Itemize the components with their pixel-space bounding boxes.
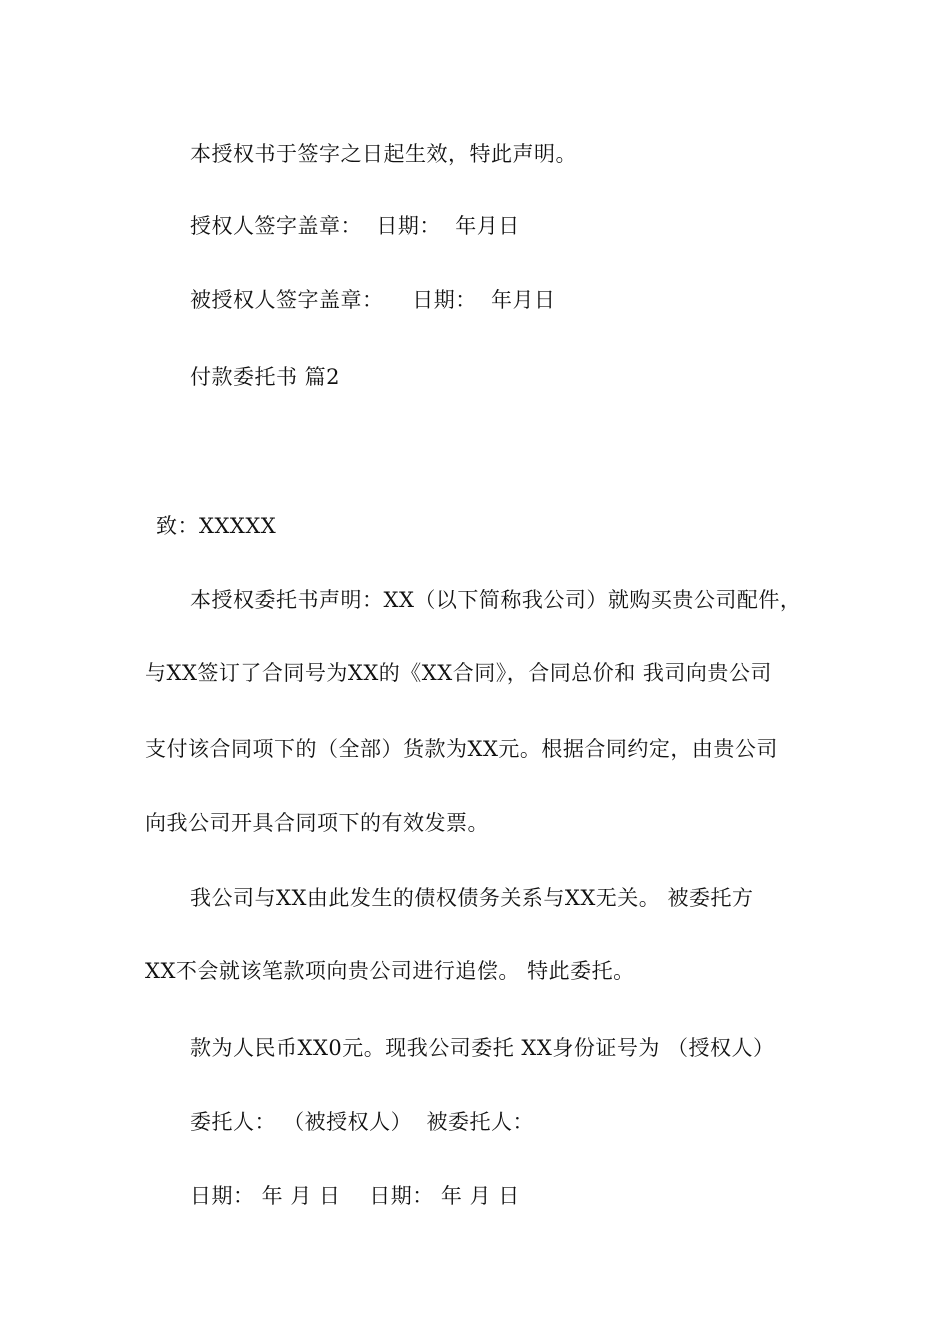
- paragraph-line: 本授权委托书声明：XX（以下简称我公司）就购买贵公司配件，: [190, 588, 802, 612]
- date-line: 日期： 年 月 日 日期： 年 月 日: [190, 1184, 520, 1208]
- grantor-signature-line: 授权人签字盖章： 日期： 年月日: [190, 214, 520, 238]
- paragraph-line: 款为人民币XX0元。现我公司委托 XX身份证号为 （授权人）: [190, 1036, 775, 1060]
- paragraph-line: 我公司与XX由此发生的债权债务关系与XX无关。 被委托方: [190, 886, 754, 910]
- grantee-signature-line: 被授权人签字盖章： 日期： 年月日: [190, 288, 556, 312]
- paragraph-line: 向我公司开具合同项下的有效发票。: [145, 811, 489, 835]
- paragraph-line: 与XX签订了合同号为XX的《XX合同》，合同总价和 我司向贵公司: [145, 661, 772, 685]
- paragraph-line: XX不会就该笔款项向贵公司进行追偿。 特此委托。: [145, 959, 635, 983]
- principal-agent-line: 委托人： （被授权人） 被委托人：: [190, 1110, 535, 1134]
- effective-statement: 本授权书于签字之日起生效，特此声明。: [190, 142, 577, 166]
- paragraph-line: 支付该合同项下的（全部）货款为XX元。根据合同约定，由贵公司: [145, 737, 778, 761]
- addressee-line: 致：XXXXX: [156, 514, 277, 538]
- section-heading: 付款委托书 篇2: [190, 365, 341, 389]
